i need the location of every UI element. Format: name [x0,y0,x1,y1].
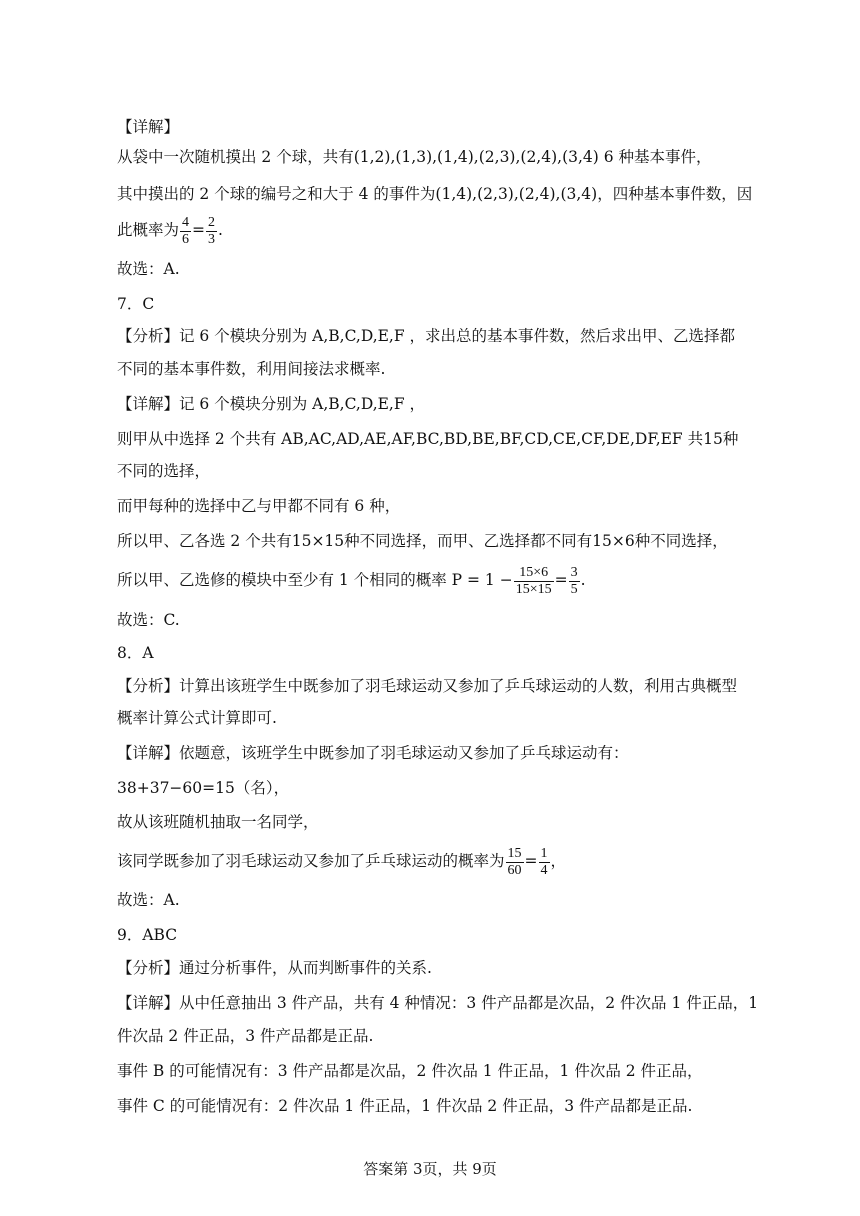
text-line: 其中摸出的 2 个球的编号之和大于 4 的事件为(1,4),(2,3),(2,4),(3,4)，四种基本事件数，因 [117,185,753,203]
page-footer: 答案第 3页，共 9页 [363,1160,497,1178]
question-answer: 7．C [117,295,155,313]
text-line: 【详解】从中任意抽出 3 件产品，共有 4 种情况：3 件产品都是次品，2 件次品 1 件正品，1 [117,994,759,1012]
text-line: 故选：A. [117,260,180,278]
denominator: 5 [570,581,578,597]
numerator: 3 [570,564,578,580]
fraction [180,215,191,248]
fraction [506,846,524,879]
text-span: ， [550,852,567,870]
text-line: 38+37−60=15（名）， [117,779,290,797]
text-line: 事件 C 的可能情况有：2 件次品 1 件正品，1 件次品 2 件正品，3 件产品都是正品. [117,1097,693,1115]
numerator: 15×6 [514,565,554,582]
text-span: . [218,221,223,239]
equals-sign: = [524,852,538,870]
denominator: 4 [540,862,548,878]
text-line: 概率计算公式计算即可. [117,709,277,727]
denominator: 15×15 [515,581,552,597]
equals-sign: = [192,221,206,239]
numerator: 1 [540,845,548,861]
text-span: 该同学既参加了羽毛球运动又参加了乒乓球运动的概率为 [117,852,505,870]
text-line-with-fraction [117,213,737,247]
text-line: 【分析】记 6 个模块分别为 A,B,C,D,E,F ，求出总的基本事件数，然后求出甲、乙选择都 [117,327,736,345]
text-line: 则甲从中选择 2 个共有 AB,AC,AD,AE,AF,BC,BD,BE,BF,CD,CE,CF,DE,DF,EF 共15种 [117,430,739,448]
numerator: 4 [182,214,190,230]
text-line: 而甲每种的选择中乙与甲都不同有 6 种， [117,497,401,515]
denominator: 60 [507,862,522,878]
text-line: 所以甲、乙各选 2 个共有15×15种不同选择，而甲、乙选择都不同有15×6种不同选择， [117,532,728,550]
text-span: 此概率为 [117,221,180,239]
denominator: 3 [208,231,216,247]
text-line: 件次品 2 件正品，3 件产品都是正品. [117,1027,374,1045]
text-line-with-fraction [117,842,737,880]
equals-sign: = [554,571,568,589]
text-span: . [580,571,586,589]
fraction [539,846,550,879]
text-line: 不同的选择， [117,462,211,480]
question-answer: 9．ABC [117,926,178,944]
text-line: 故选：A. [117,891,180,909]
text-line-with-fraction [117,560,737,600]
numerator: 15 [507,845,522,861]
detail-heading: 【详解】 [117,118,180,136]
text-line: 事件 B 的可能情况有：3 件产品都是次品，2 件次品 1 件正品，1 件次品 2 件正品， [117,1062,703,1080]
numerator: 2 [208,214,216,230]
fraction [206,215,217,248]
text-line: 【详解】记 6 个模块分别为 A,B,C,D,E,F ， [117,395,426,413]
question-answer: 8．A [117,644,154,662]
text-line: 从袋中一次随机摸出 2 个球，共有(1,2),(1,3),(1,4),(2,3),(2,4),(3,4) 6 种基本事件， [117,148,712,166]
text-line: 故从该班随机抽取一名同学， [117,813,319,831]
fraction [514,565,554,598]
text-line: 不同的基本事件数，利用间接法求概率. [117,360,386,378]
denominator: 6 [182,231,190,247]
text-span: 所以甲、乙选修的模块中至少有 1 个相同的概率 P = 1 − [117,571,513,589]
text-line: 故选：C. [117,611,180,629]
text-line: 【分析】计算出该班学生中既参加了羽毛球运动又参加了乒乓球运动的人数，利用古典概型 [117,677,738,695]
text-line: 【详解】依题意，该班学生中既参加了羽毛球运动又参加了乒乓球运动有： [117,744,629,762]
text-line: 【分析】通过分析事件，从而判断事件的关系. [117,959,432,977]
fraction [569,565,580,598]
